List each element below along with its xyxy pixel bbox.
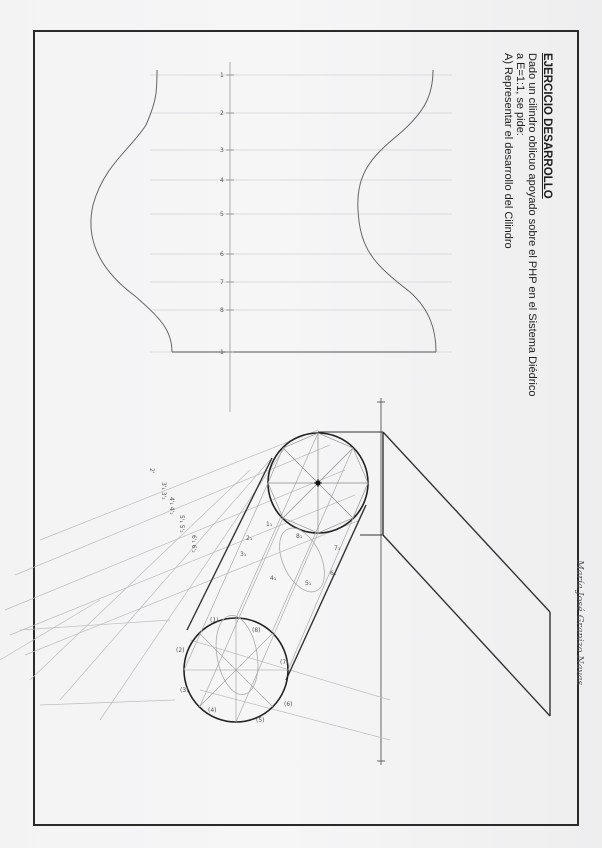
point-label: (7) bbox=[280, 659, 289, 666]
point-label: 7₁ bbox=[334, 545, 341, 552]
point-labels bbox=[148, 468, 341, 724]
point-label: (2) bbox=[176, 647, 185, 654]
oblique-construction-lines bbox=[0, 430, 390, 740]
point-label: (5) bbox=[256, 717, 265, 724]
statement-line-2: a E=1:1, se pide: bbox=[514, 53, 526, 136]
tick-label: 4 bbox=[220, 177, 224, 184]
side-label: 6'₁ 6'₂ bbox=[190, 535, 197, 553]
side-label: 2' bbox=[148, 468, 155, 474]
side-label: 3'₁ 3'₂ bbox=[160, 482, 167, 500]
point-label: 8₁ bbox=[296, 533, 303, 540]
side-label: 5'₁ 5'₂ bbox=[178, 515, 185, 533]
point-label: (1) bbox=[210, 617, 219, 624]
development-construction-lines bbox=[150, 75, 452, 352]
tick-label: 8 bbox=[220, 307, 224, 314]
elevation-view bbox=[318, 432, 550, 716]
exercise-title: EJERCICIO DESARROLLO bbox=[541, 53, 553, 199]
ground-line bbox=[377, 398, 385, 765]
point-label: 5₁ bbox=[305, 580, 312, 587]
point-label: (3) bbox=[180, 687, 189, 694]
side-label: 4'₁ 4'₂ bbox=[168, 497, 175, 515]
statement-line-3: A) Representar el desarrollo del Cilindro bbox=[502, 53, 514, 249]
tick-label: 3 bbox=[220, 147, 224, 154]
tick-label: 1 bbox=[220, 349, 224, 356]
development-tick-labels bbox=[220, 72, 224, 356]
point-label: (8) bbox=[252, 627, 261, 634]
point-label: 4₁ bbox=[270, 575, 277, 582]
point-label: 2₁ bbox=[246, 535, 253, 542]
point-label: 3₁ bbox=[240, 551, 247, 558]
tick-label: 1 bbox=[220, 72, 224, 79]
student-signature: María José Granizo Navas bbox=[574, 560, 585, 686]
lower-circle-divisions bbox=[184, 618, 288, 722]
cylinder-development bbox=[91, 62, 452, 412]
point-label: (4) bbox=[208, 707, 217, 714]
point-label: (6) bbox=[284, 701, 293, 708]
tick-label: 5 bbox=[220, 211, 224, 218]
point-label: 1₁ bbox=[266, 521, 273, 528]
tick-label: 6 bbox=[220, 251, 224, 258]
statement-line-1: Dado un cilindro oblicuo apoyado sobre el PHP en el Sistema Diédrico bbox=[526, 53, 538, 397]
tick-label: 7 bbox=[220, 279, 224, 286]
tick-label: 2 bbox=[220, 110, 224, 117]
point-label: 6₁ bbox=[330, 570, 337, 577]
